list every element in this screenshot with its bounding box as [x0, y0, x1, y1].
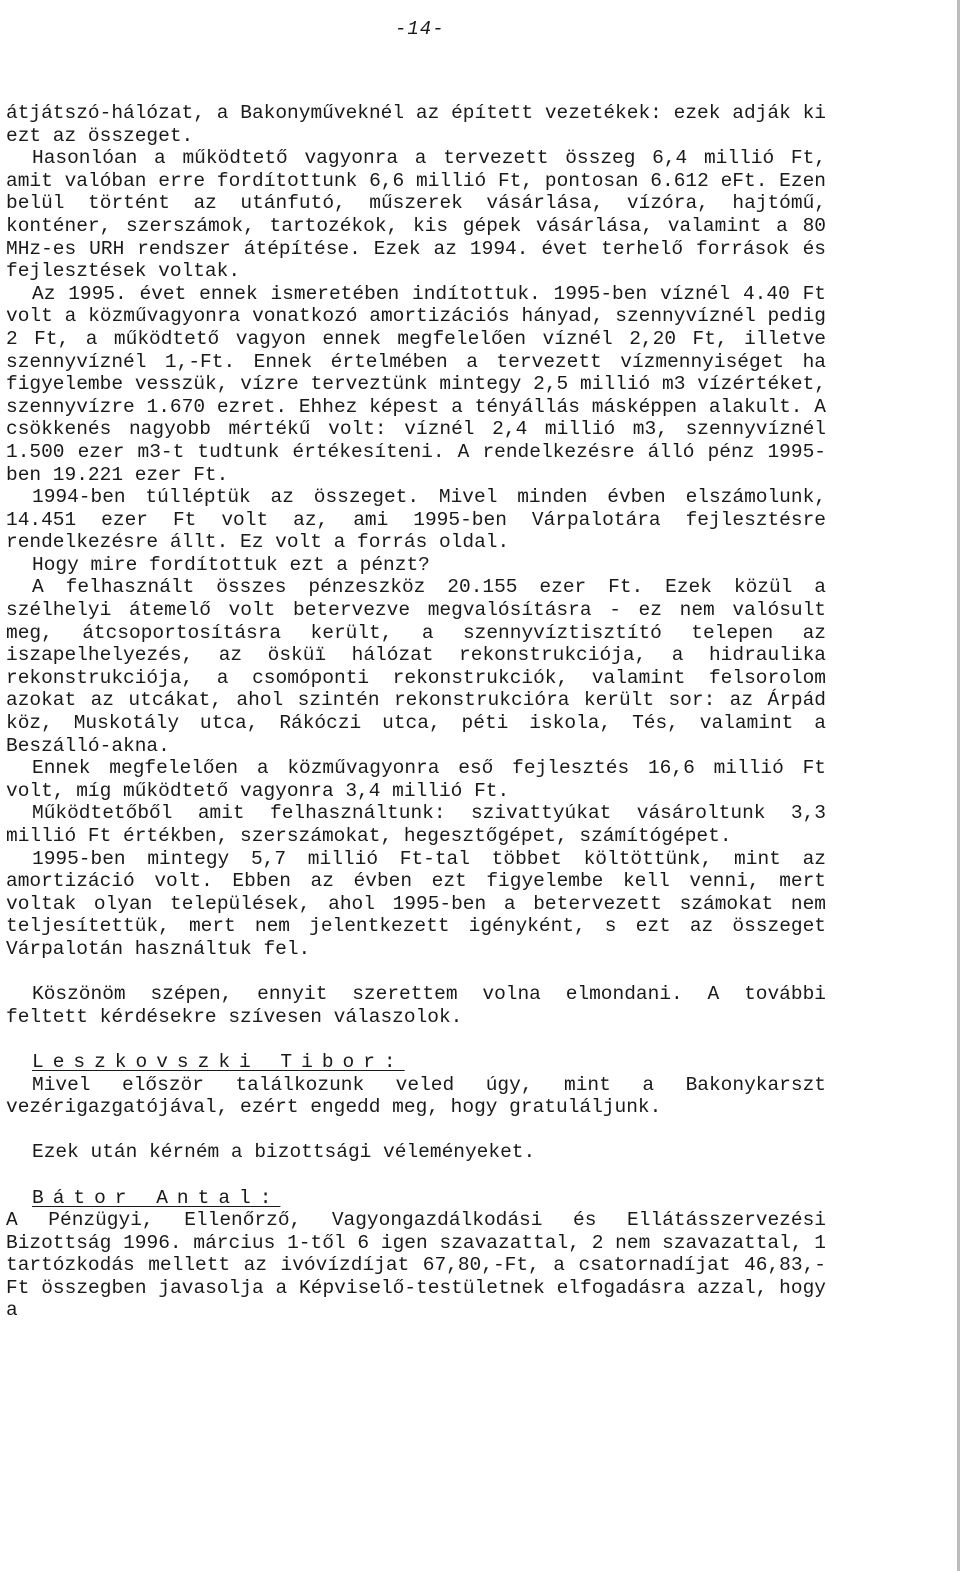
- paragraph-9: 1995-ben mintegy 5,7 millió Ft-tal többet költöttünk, mint az amortizáció volt. Ebben az évben ezt figyelembe kell venni, mert voltak olyan települések, ahol 1995-ben a betervezett számokat nem teljesítettük, mert nem jelentkezett igényként, s ezt az összeget Várpalotán használtuk fel.: [6, 847, 826, 960]
- paragraph-4: 1994-ben túlléptük az összeget. Mivel minden évben elszámolunk, 14.451 ezer Ft volt az, ami 1995-ben Várpalotára fejlesztésre rendelkezésre állt. Ez volt a forrás oldal.: [6, 486, 826, 554]
- paragraph-6: A felhasznált összes pénzeszköz 20.155 ezer Ft. Ezek közül a szélhelyi átemelő volt betervezve megvalósításra - ez nem valósult meg, átcsoportosításra került, a szennyvíztisztító telepen az iszapelhelyezés, az ösküï hálózat rekonstrukciója, a hidraulika rekonstrukciója, a csomóponti rekonstrukciók, valamint felsorolom azokat az utcákat, ahol szintén rekonstrukcióra került sor: az Árpád köz, Muskotály utca, Rákóczi utca, péti iskola, Tés, valamint a Beszálló-akna.: [6, 576, 826, 757]
- paragraph-3: Az 1995. évet ennek ismeretében indítottuk. 1995-ben víznél 4.40 Ft volt a közművagyonra vonatkozó amortizációs hányad, szennyvíznél pedig 2 Ft, a működtető vagyon ennek megfelelően víznél 2,20 Ft, illetve szennyvíznél 1,-Ft. Ennek értelmében a tervezett vízmennyiséget ha figyelembe vesszük, vízre terveztünk mintegy 2,5 millió m3 vízértéket, szennyvízre 1.670 ezret. Ehhez képest a tényállás másképpen alakult. A csökkenés nagyobb mértékű volt: víznél 2,4 millió m3, szennyvíznél 1.500 ezer m3-t tudtunk értékesíteni. A rendelkezésre álló pénz 1995-ben 19.221 ezer Ft.: [6, 282, 826, 486]
- blank-line: [6, 1028, 826, 1051]
- speaker-name-bator: [6, 1187, 826, 1210]
- paragraph-5: Hogy mire fordítottuk ezt a pénzt?: [32, 553, 430, 576]
- closing-remark: Köszönöm szépen, ennyit szerettem volna elmondani. A további feltett kérdésekre szívesen válaszolok.: [6, 983, 826, 1028]
- paragraph-8: Működtetőből amit felhasználtunk: szivattyúkat vásároltunk 3,3 millió Ft értékben, szerszámokat, hegesztőgépet, számítógépet.: [6, 802, 826, 847]
- paragraph-2: Hasonlóan a működtető vagyonra a tervezett összeg 6,4 millió Ft, amit valóban erre fordítottunk 6,6 millió Ft, pontosan 6.612 eFt. Ezen belül történt az utánfutó, műszerek vásárlása, vízóra, hajtómű, konténer, szerszámok, tartozékok, kis gépek vásárlása, valamint a 80 MHz-es URH rendszer átépítése. Ezek az 1994. évet terhelő források és fejlesztések voltak.: [6, 147, 826, 283]
- blank-line: [6, 1164, 826, 1187]
- paragraph-1: átjátszó-hálózat, a Bakonyműveknél az épített vezetékek: ezek adják ki ezt az összeget.: [6, 102, 826, 147]
- speaker-name-leszkovszki: [6, 1051, 826, 1074]
- blank-line: [6, 961, 826, 984]
- page-number: -14-: [395, 18, 445, 40]
- speaker-name-text: Leszkovszki Tibor:: [32, 1050, 405, 1073]
- paragraph-7: Ennek megfelelően a közművagyonra eső fejlesztés 16,6 millió Ft volt, míg működtető vagyonra 3,4 millió Ft.: [6, 757, 826, 802]
- speaker-1-followup: Ezek után kérném a bizottsági véleményeket.: [32, 1141, 536, 1164]
- document-body: [6, 102, 826, 1322]
- blank-line: [6, 1119, 826, 1142]
- speaker-1-statement: Mivel először találkozunk veled úgy, mint a Bakonykarszt vezérigazgatójával, ezért engedd meg, hogy gratuláljunk.: [6, 1073, 826, 1119]
- speaker-name-text: Bátor Antal:: [32, 1186, 281, 1209]
- speaker-2-statement: A Pénzügyi, Ellenőrző, Vagyongazdálkodási és Ellátásszervezési Bizottság 1996. március 1-től 6 igen szavazattal, 2 nem szavazattal, 1 tartózkodás mellett az ivóvízdíjat 67,80,-Ft, a csatornadíjat 46,83,-Ft összegben javasolja a Képviselő-testületnek elfogadásra azzal, hogy a: [6, 1209, 826, 1322]
